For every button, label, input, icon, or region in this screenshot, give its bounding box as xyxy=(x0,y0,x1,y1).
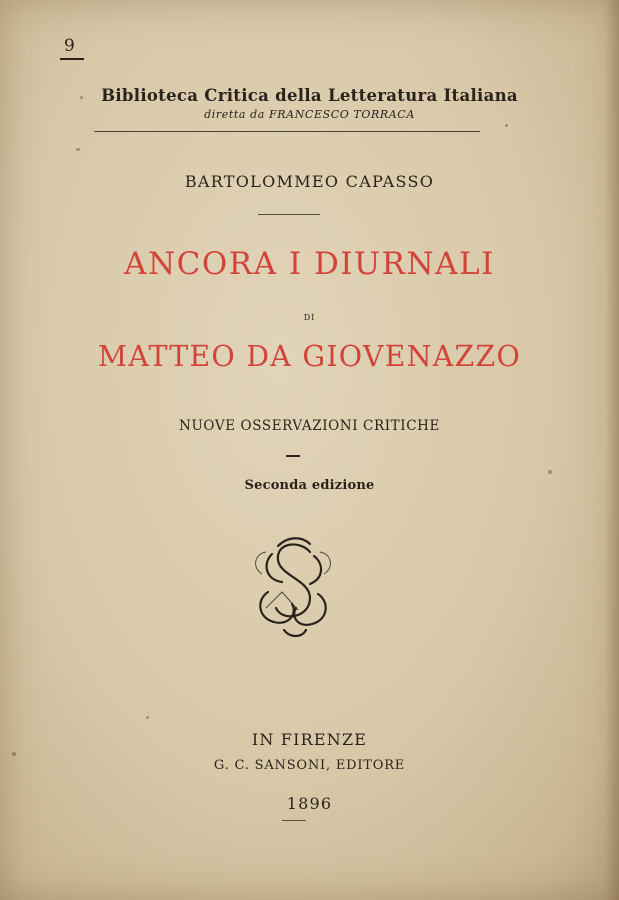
title-connector: DI xyxy=(303,313,316,322)
foxing-spot xyxy=(146,716,149,719)
publisher-name: G. C. SANSONI, EDITORE xyxy=(213,758,406,773)
foxing-spot xyxy=(505,124,508,127)
publication-place: IN FIRENZE xyxy=(251,730,368,749)
series-number-underline xyxy=(60,58,84,60)
foxing-spot xyxy=(548,470,552,474)
foxing-spot xyxy=(12,752,16,756)
subtitle-dash xyxy=(286,455,300,457)
series-number: 9 xyxy=(64,36,76,56)
publication-year: 1896 xyxy=(286,794,333,813)
author-name: BARTOLOMMEO CAPASSO xyxy=(184,172,435,191)
series-title: Biblioteca Critica della Letteratura Italiana xyxy=(101,86,518,105)
title-line-2: MATTEO DA GIOVENAZZO xyxy=(97,340,522,373)
edition-label: Seconda edizione xyxy=(244,478,375,493)
foxing-spot xyxy=(76,148,80,151)
publisher-monogram-icon xyxy=(248,534,338,642)
subtitle: NUOVE OSSERVAZIONI CRITICHE xyxy=(179,418,440,434)
year-rule xyxy=(282,820,306,821)
series-editor: diretta da FRANCESCO TORRACA xyxy=(204,108,415,121)
title-line-1: ANCORA I DIURNALI xyxy=(124,246,495,282)
header-rule xyxy=(94,131,480,132)
author-rule xyxy=(258,214,320,215)
